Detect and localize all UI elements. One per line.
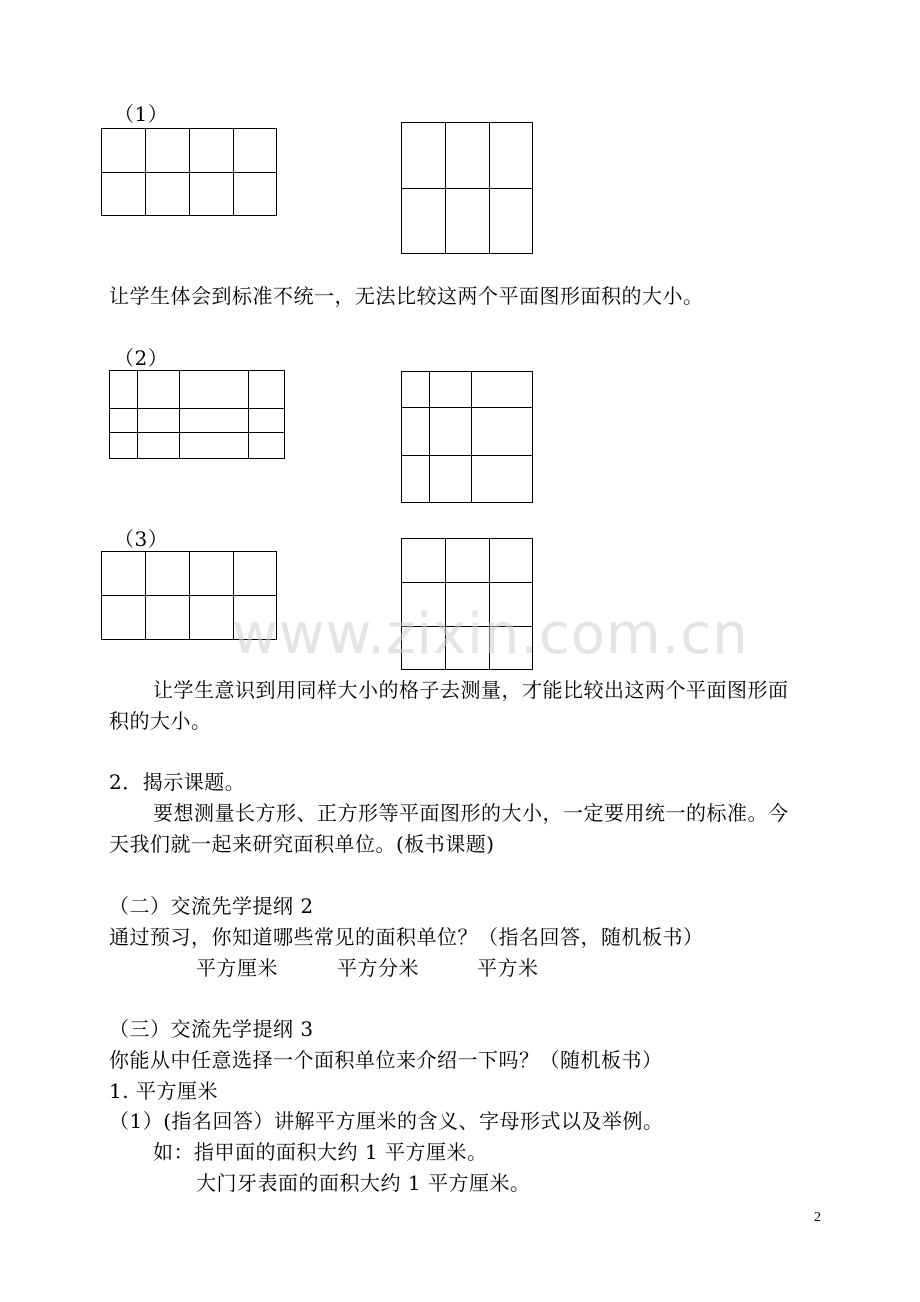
grid-2a <box>109 370 285 459</box>
example-2: 大门牙表面的面积大约 1 平方厘米。 <box>196 1171 531 1195</box>
outline-3-heading: （三）交流先学提纲 3 <box>109 1017 314 1041</box>
label-1: （1） <box>114 102 169 126</box>
unit-sq-dm: 平方分米 <box>337 956 419 980</box>
watermark: www.zixin.com.cn <box>232 602 749 667</box>
question-3: 你能从中任意选择一个面积单位来介绍一下吗？（随机板书） <box>109 1048 663 1072</box>
item-1-heading: 1. 平方厘米 <box>109 1079 218 1103</box>
text-line-1: 让学生体会到标准不统一，无法比较这两个平面图形面积的大小。 <box>109 284 704 308</box>
label-2: （2） <box>114 346 169 370</box>
grid-1b <box>401 122 533 254</box>
question-2: 通过预习，你知道哪些常见的面积单位？（指名回答，随机板书） <box>109 925 704 949</box>
grid-2b <box>401 371 533 503</box>
item-1a: （1）(指名回答）讲解平方厘米的含义、字母形式以及举例。 <box>109 1109 664 1133</box>
page-number: 2 <box>814 1210 821 1225</box>
unit-sq-cm: 平方厘米 <box>196 956 278 980</box>
text-line-2b: 积的大小。 <box>109 709 212 733</box>
grid-1a <box>101 128 277 216</box>
unit-sq-m: 平方米 <box>477 956 539 980</box>
paragraph-2b: 天我们就一起来研究面积单位。(板书课题) <box>109 832 495 856</box>
example-1: 如：指甲面的面积大约 1 平方厘米。 <box>153 1140 488 1164</box>
label-3: （3） <box>114 527 169 551</box>
text-line-2a: 让学生意识到用同样大小的格子去测量，才能比较出这两个平面图形面 <box>153 678 789 702</box>
heading-reveal-topic: 2．揭示课题。 <box>109 770 246 794</box>
paragraph-2a: 要想测量长方形、正方形等平面图形的大小，一定要用统一的标准。今 <box>153 801 789 825</box>
outline-2-heading: （二）交流先学提纲 2 <box>109 894 314 918</box>
